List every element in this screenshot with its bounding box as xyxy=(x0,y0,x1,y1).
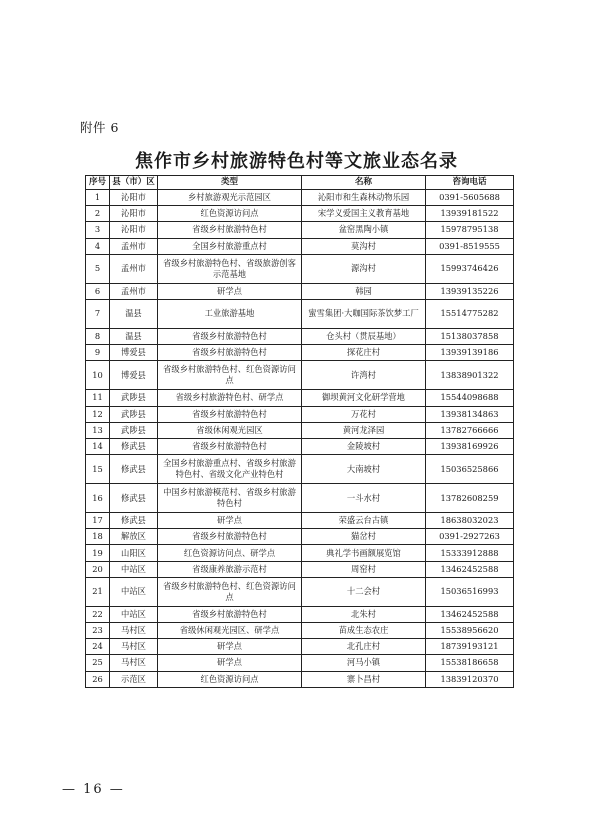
row-name: 仓头村（贯辰基地） xyxy=(302,328,426,344)
row-number: 1 xyxy=(86,190,110,206)
row-type: 全国乡村旅游重点村 xyxy=(158,238,302,254)
row-number: 16 xyxy=(86,484,110,513)
row-type: 省级乡村旅游特色村、红色资源访问点 xyxy=(158,361,302,390)
row-phone: 13838901322 xyxy=(426,361,514,390)
row-number: 14 xyxy=(86,438,110,454)
row-name: 金陵坡村 xyxy=(302,438,426,454)
row-number: 7 xyxy=(86,299,110,328)
table-row xyxy=(86,639,514,655)
row-county: 武陟县 xyxy=(110,406,158,422)
row-name: 周窑村 xyxy=(302,561,426,577)
table-row xyxy=(86,190,514,206)
row-type: 省级休闲观光园区 xyxy=(158,422,302,438)
row-county: 解放区 xyxy=(110,529,158,545)
table-row xyxy=(86,299,514,328)
row-county: 修武县 xyxy=(110,513,158,529)
row-county: 孟州市 xyxy=(110,283,158,299)
row-type: 省级乡村旅游特色村 xyxy=(158,406,302,422)
row-type: 省级乡村旅游特色村 xyxy=(158,345,302,361)
row-name: 北朱村 xyxy=(302,606,426,622)
row-phone: 15036525866 xyxy=(426,455,514,484)
row-phone: 13938134863 xyxy=(426,406,514,422)
table-row xyxy=(86,484,514,513)
table-row xyxy=(86,361,514,390)
row-phone: 13782608259 xyxy=(426,484,514,513)
table-body xyxy=(86,190,514,688)
row-phone: 15036516993 xyxy=(426,577,514,606)
table-row xyxy=(86,438,514,454)
row-type: 研学点 xyxy=(158,513,302,529)
table-row xyxy=(86,222,514,238)
table-row xyxy=(86,345,514,361)
row-type: 省级休闲观光园区、研学点 xyxy=(158,623,302,639)
row-phone: 0391-8519555 xyxy=(426,238,514,254)
table-row xyxy=(86,671,514,687)
table-row xyxy=(86,623,514,639)
row-name: 北孔庄村 xyxy=(302,639,426,655)
row-type: 省级乡村旅游特色村、研学点 xyxy=(158,390,302,406)
row-phone: 13782766666 xyxy=(426,422,514,438)
row-phone: 13939181522 xyxy=(426,206,514,222)
row-county: 马村区 xyxy=(110,623,158,639)
row-county: 中站区 xyxy=(110,561,158,577)
row-county: 沁阳市 xyxy=(110,206,158,222)
row-name: 一斗水村 xyxy=(302,484,426,513)
row-number: 5 xyxy=(86,254,110,283)
row-name: 十二会村 xyxy=(302,577,426,606)
row-number: 3 xyxy=(86,222,110,238)
row-county: 博爱县 xyxy=(110,345,158,361)
row-name: 宋学义爱国主义教育基地 xyxy=(302,206,426,222)
row-type: 省级乡村旅游特色村、红色资源访问点 xyxy=(158,577,302,606)
row-number: 19 xyxy=(86,545,110,561)
row-county: 示范区 xyxy=(110,671,158,687)
row-number: 10 xyxy=(86,361,110,390)
row-phone: 15138037858 xyxy=(426,328,514,344)
row-county: 温县 xyxy=(110,328,158,344)
row-phone: 15993746426 xyxy=(426,254,514,283)
row-number: 6 xyxy=(86,283,110,299)
row-number: 21 xyxy=(86,577,110,606)
row-county: 马村区 xyxy=(110,639,158,655)
row-type: 省级乡村旅游特色村、省级旅游创客示范基地 xyxy=(158,254,302,283)
row-name: 典礼学书画额展览馆 xyxy=(302,545,426,561)
header-number: 序号 xyxy=(86,176,110,190)
table-row xyxy=(86,545,514,561)
row-name: 苗成生态农庄 xyxy=(302,623,426,639)
row-county: 中站区 xyxy=(110,577,158,606)
row-type: 全国乡村旅游重点村、省级乡村旅游特色村、省级文化产业特色村 xyxy=(158,455,302,484)
table-row xyxy=(86,655,514,671)
row-phone: 18638032023 xyxy=(426,513,514,529)
row-phone: 15538956620 xyxy=(426,623,514,639)
header-type: 类型 xyxy=(158,176,302,190)
document-title: 焦作市乡村旅游特色村等文旅业态名录 xyxy=(135,151,458,172)
row-name: 河马小镇 xyxy=(302,655,426,671)
row-county: 博爱县 xyxy=(110,361,158,390)
row-number: 2 xyxy=(86,206,110,222)
row-county: 山阳区 xyxy=(110,545,158,561)
row-type: 红色资源访问点 xyxy=(158,206,302,222)
table-row xyxy=(86,238,514,254)
row-phone: 15978795138 xyxy=(426,222,514,238)
row-type: 研学点 xyxy=(158,655,302,671)
row-county: 孟州市 xyxy=(110,238,158,254)
row-type: 省级乡村旅游特色村 xyxy=(158,222,302,238)
row-number: 24 xyxy=(86,639,110,655)
row-number: 13 xyxy=(86,422,110,438)
row-number: 15 xyxy=(86,455,110,484)
row-type: 研学点 xyxy=(158,639,302,655)
row-type: 省级乡村旅游特色村 xyxy=(158,328,302,344)
directory-table xyxy=(85,175,514,688)
row-number: 22 xyxy=(86,606,110,622)
table-row xyxy=(86,561,514,577)
row-phone: 15514775282 xyxy=(426,299,514,328)
table-row xyxy=(86,529,514,545)
table-header-row xyxy=(86,176,514,190)
row-county: 武陟县 xyxy=(110,390,158,406)
row-name: 蜜雪集团·大咖国际茶饮梦工厂 xyxy=(302,299,426,328)
row-type: 省级乡村旅游特色村 xyxy=(158,606,302,622)
row-county: 修武县 xyxy=(110,484,158,513)
row-type: 省级乡村旅游特色村 xyxy=(158,529,302,545)
row-county: 修武县 xyxy=(110,438,158,454)
row-name: 寨卜昌村 xyxy=(302,671,426,687)
row-number: 12 xyxy=(86,406,110,422)
table-row xyxy=(86,254,514,283)
row-name: 沁阳市和生森林动物乐园 xyxy=(302,190,426,206)
row-phone: 13939135226 xyxy=(426,283,514,299)
row-type: 红色资源访问点、研学点 xyxy=(158,545,302,561)
row-number: 11 xyxy=(86,390,110,406)
row-name: 韩园 xyxy=(302,283,426,299)
table-row xyxy=(86,422,514,438)
row-county: 沁阳市 xyxy=(110,190,158,206)
row-number: 17 xyxy=(86,513,110,529)
row-type: 省级乡村旅游特色村 xyxy=(158,438,302,454)
row-name: 万花村 xyxy=(302,406,426,422)
table-row xyxy=(86,455,514,484)
header-phone: 咨询电话 xyxy=(426,176,514,190)
row-county: 马村区 xyxy=(110,655,158,671)
row-county: 武陟县 xyxy=(110,422,158,438)
row-number: 26 xyxy=(86,671,110,687)
row-phone: 15544098688 xyxy=(426,390,514,406)
row-type: 省级康养旅游示范村 xyxy=(158,561,302,577)
row-name: 源沟村 xyxy=(302,254,426,283)
row-name: 许湾村 xyxy=(302,361,426,390)
attachment-label: 附件 6 xyxy=(80,120,119,135)
table-row xyxy=(86,390,514,406)
row-county: 温县 xyxy=(110,299,158,328)
table-row xyxy=(86,577,514,606)
row-number: 20 xyxy=(86,561,110,577)
header-county: 县（市）区 xyxy=(110,176,158,190)
table-row xyxy=(86,406,514,422)
table-row xyxy=(86,328,514,344)
row-number: 23 xyxy=(86,623,110,639)
row-type: 研学点 xyxy=(158,283,302,299)
row-name: 御坝黄河文化研学营地 xyxy=(302,390,426,406)
row-name: 探花庄村 xyxy=(302,345,426,361)
row-county: 孟州市 xyxy=(110,254,158,283)
header-name: 名称 xyxy=(302,176,426,190)
row-type: 红色资源访问点 xyxy=(158,671,302,687)
row-phone: 13938169926 xyxy=(426,438,514,454)
table-row xyxy=(86,513,514,529)
row-number: 4 xyxy=(86,238,110,254)
row-phone: 0391-5605688 xyxy=(426,190,514,206)
row-type: 中国乡村旅游模范村、省级乡村旅游特色村 xyxy=(158,484,302,513)
row-name: 盆窑黑陶小镇 xyxy=(302,222,426,238)
row-number: 25 xyxy=(86,655,110,671)
row-name: 猫岔村 xyxy=(302,529,426,545)
row-type: 工业旅游基地 xyxy=(158,299,302,328)
table-row xyxy=(86,283,514,299)
row-phone: 13462452588 xyxy=(426,561,514,577)
row-name: 荣盛云台古镇 xyxy=(302,513,426,529)
row-phone: 13939139186 xyxy=(426,345,514,361)
row-type: 乡村旅游观光示范园区 xyxy=(158,190,302,206)
row-name: 莫沟村 xyxy=(302,238,426,254)
row-phone: 13462452588 xyxy=(426,606,514,622)
row-name: 黄河龙泽园 xyxy=(302,422,426,438)
row-county: 修武县 xyxy=(110,455,158,484)
row-phone: 15333912888 xyxy=(426,545,514,561)
row-county: 中站区 xyxy=(110,606,158,622)
row-number: 8 xyxy=(86,328,110,344)
row-number: 9 xyxy=(86,345,110,361)
row-phone: 13839120370 xyxy=(426,671,514,687)
row-phone: 15538186658 xyxy=(426,655,514,671)
row-phone: 0391-2927263 xyxy=(426,529,514,545)
table-row xyxy=(86,206,514,222)
page-number: — 16 — xyxy=(62,782,125,797)
row-number: 18 xyxy=(86,529,110,545)
row-phone: 18739193121 xyxy=(426,639,514,655)
table-row xyxy=(86,606,514,622)
row-name: 大南坡村 xyxy=(302,455,426,484)
row-county: 沁阳市 xyxy=(110,222,158,238)
